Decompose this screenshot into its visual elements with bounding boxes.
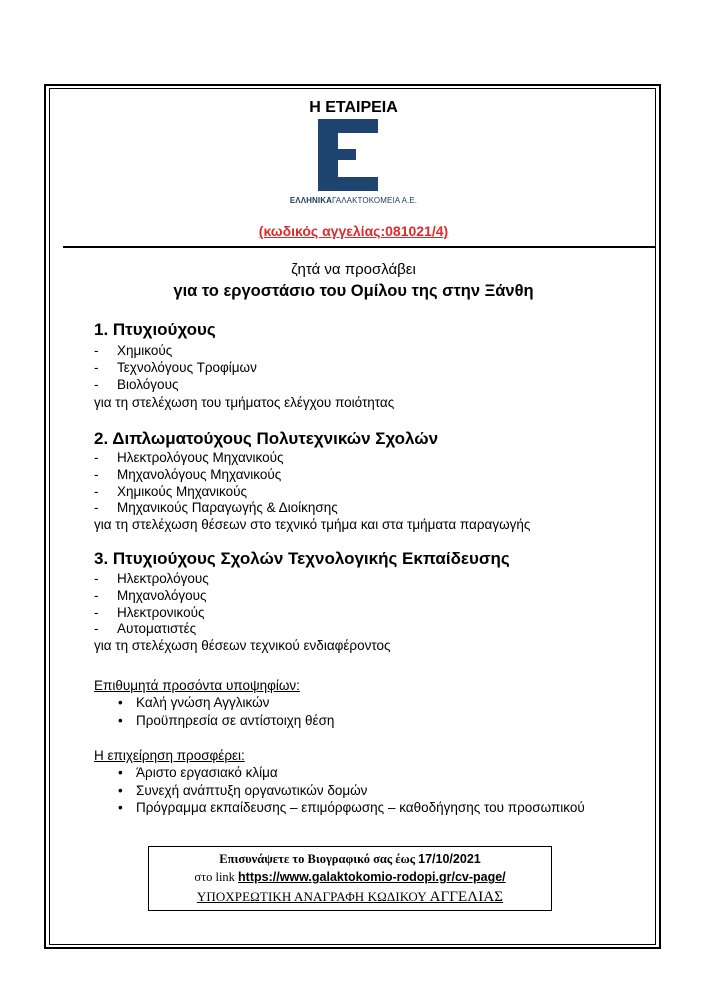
list-item: - Βιολόγους bbox=[94, 377, 257, 394]
company-heading: Η ΕΤΑΙΡΕΙΑ bbox=[309, 99, 398, 116]
apply-line-1 bbox=[149, 852, 551, 867]
section-3-title: 3. Πτυχιούχους Σχολών Τεχνολογικής Εκπαίδευσης bbox=[94, 549, 510, 568]
qualifications-heading: Επιθυμητά προσόντα υποψηφίων: bbox=[94, 678, 300, 693]
logo-caption-rest: ΓΑΛΑΚΤΟΚΟΜΕΙΑ Α.Ε. bbox=[332, 196, 418, 205]
apply-box bbox=[148, 846, 552, 911]
section-2-list bbox=[94, 450, 338, 517]
logo-caption-bold: ΕΛΛΗΝΙΚΑ bbox=[289, 196, 332, 205]
apply-line-3 bbox=[149, 889, 551, 906]
list-item: - Ηλεκτρολόγους bbox=[94, 571, 209, 588]
section-2-title: 2. Διπλωματούχους Πολυτεχνικών Σχολών bbox=[94, 429, 439, 448]
section-1-list bbox=[94, 343, 257, 393]
apply-line-3-text: ΥΠΟΧΡΕΩΤΙΚΗ ΑΝΑΓΡΑΦΗ ΚΩΔΙΚΟΥ bbox=[196, 889, 430, 904]
section-3-list bbox=[94, 571, 209, 638]
list-item: - Αυτοματιστές bbox=[94, 621, 209, 638]
list-item: - Ηλεκτρολόγους Μηχανικούς bbox=[94, 450, 338, 467]
list-item: • Πρόγραμμα εκπαίδευσης – επιμόρφωσης – καθοδήγησης του προσωπικού bbox=[118, 799, 585, 817]
intro-line-2: για το εργοστάσιο του Ομίλου της στην Ξάνθη bbox=[173, 282, 534, 300]
apply-line-2 bbox=[149, 870, 551, 885]
apply-line-1-text: Επισυνάψετε το Βιογραφικό σας έως bbox=[219, 852, 419, 866]
offers-list bbox=[118, 764, 585, 817]
ee-logo-icon bbox=[318, 119, 378, 191]
apply-line-3-big: ΑΓΓΕΛΙΑΣ bbox=[429, 889, 504, 905]
list-item: - Τεχνολόγους Τροφίμων bbox=[94, 360, 257, 377]
intro-line-1: ζητά να προσλάβει bbox=[291, 261, 416, 278]
list-item: • Προϋπηρεσία σε αντίστοιχη θέση bbox=[118, 712, 334, 730]
divider bbox=[63, 246, 656, 248]
list-item: • Άριστο εργασιακό κλίμα bbox=[118, 764, 585, 782]
section-3-note: για τη στελέχωση θέσεων τεχνικού ενδιαφέροντος bbox=[94, 638, 391, 653]
list-item: - Ηλεκτρονικούς bbox=[94, 605, 209, 622]
list-item: • Συνεχή ανάπτυξη οργανωτικών δομών bbox=[118, 782, 585, 800]
deadline-date: 17/10/2021 bbox=[418, 852, 481, 866]
logo-caption bbox=[0, 196, 707, 205]
apply-line-2-prefix: στο link bbox=[194, 870, 239, 884]
section-2-note: για τη στελέχωση θέσεων στο τεχνικό τμήμα και στα τμήματα παραγωγής bbox=[94, 517, 531, 532]
list-item: - Μηχανολόγους Μηχανικούς bbox=[94, 467, 338, 484]
cv-link[interactable]: https://www.galaktokomio-rodopi.gr/cv-page/ bbox=[238, 870, 506, 884]
section-1-note: για τη στελέχωση του τμήματος ελέγχου ποιότητας bbox=[94, 395, 395, 410]
list-item: - Χημικούς Μηχανικούς bbox=[94, 484, 338, 501]
list-item: - Χημικούς bbox=[94, 343, 257, 360]
list-item: - Μηχανικούς Παραγωγής & Διοίκησης bbox=[94, 500, 338, 517]
qualifications-list bbox=[118, 694, 334, 729]
section-1-title: 1. Πτυχιούχους bbox=[94, 320, 216, 339]
ad-code: (κωδικός αγγελίας:081021/4) bbox=[258, 223, 449, 239]
list-item: - Μηχανολόγους bbox=[94, 588, 209, 605]
offers-heading: Η επιχείρηση προσφέρει: bbox=[94, 748, 245, 763]
list-item: • Καλή γνώση Αγγλικών bbox=[118, 694, 334, 712]
